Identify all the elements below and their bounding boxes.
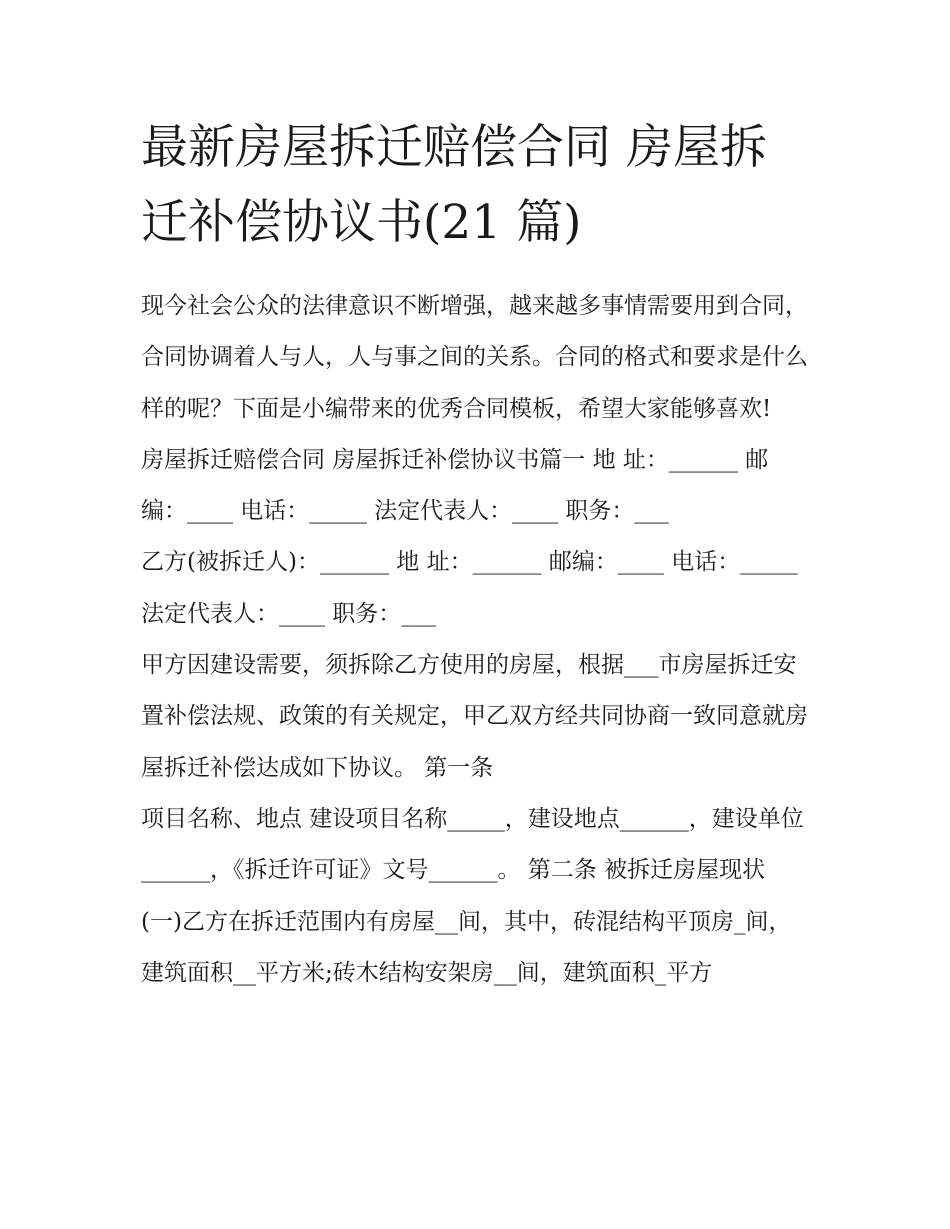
paragraph-article-2-1: (一)乙方在拆迁范围内有房屋__间，其中，砖混结构平顶房_间，建筑面积__平方米;砖木结构安架房__间，建筑面积_平方 [141,908,792,986]
document-title: 最新房屋拆迁赔偿合同 房屋拆迁补偿协议书(21 篇) [141,120,767,250]
paragraph-intro: 现今社会公众的法律意识不断增强，越来越多事情需要用到合同，合同协调着人与人，人与事之间的关系。合同的格式和要求是什么样的呢？下面是小编带来的优秀合同模板，希望大家能够喜欢! [141,293,808,422]
document-page [141,110,813,999]
paragraph-party-b: 乙方(被拆迁人)：______ 地 址：______ 邮编：____ 电话：_____ 法定代表人：____ 职务：___ [141,549,798,627]
paragraph-party-a: 房屋拆迁赔偿合同 房屋拆迁补偿协议书篇一 地 址：______ 邮编：____ 电话：_____ 法定代表人：____ 职务：___ [141,446,769,525]
paragraph-preamble: 甲方因建设需要，须拆除乙方使用的房屋，根据___市房屋拆迁安置补偿法规、政策的有关规定，甲乙双方经共同协商一致同意就房屋拆迁补偿达成如下协议。 第一条 [141,652,808,781]
paragraph-article-1: 项目名称、地点 建设项目名称_____，建设地点______，建设单位______，《拆迁许可证》文号______。 第二条 被拆迁房屋现状 [141,805,804,884]
